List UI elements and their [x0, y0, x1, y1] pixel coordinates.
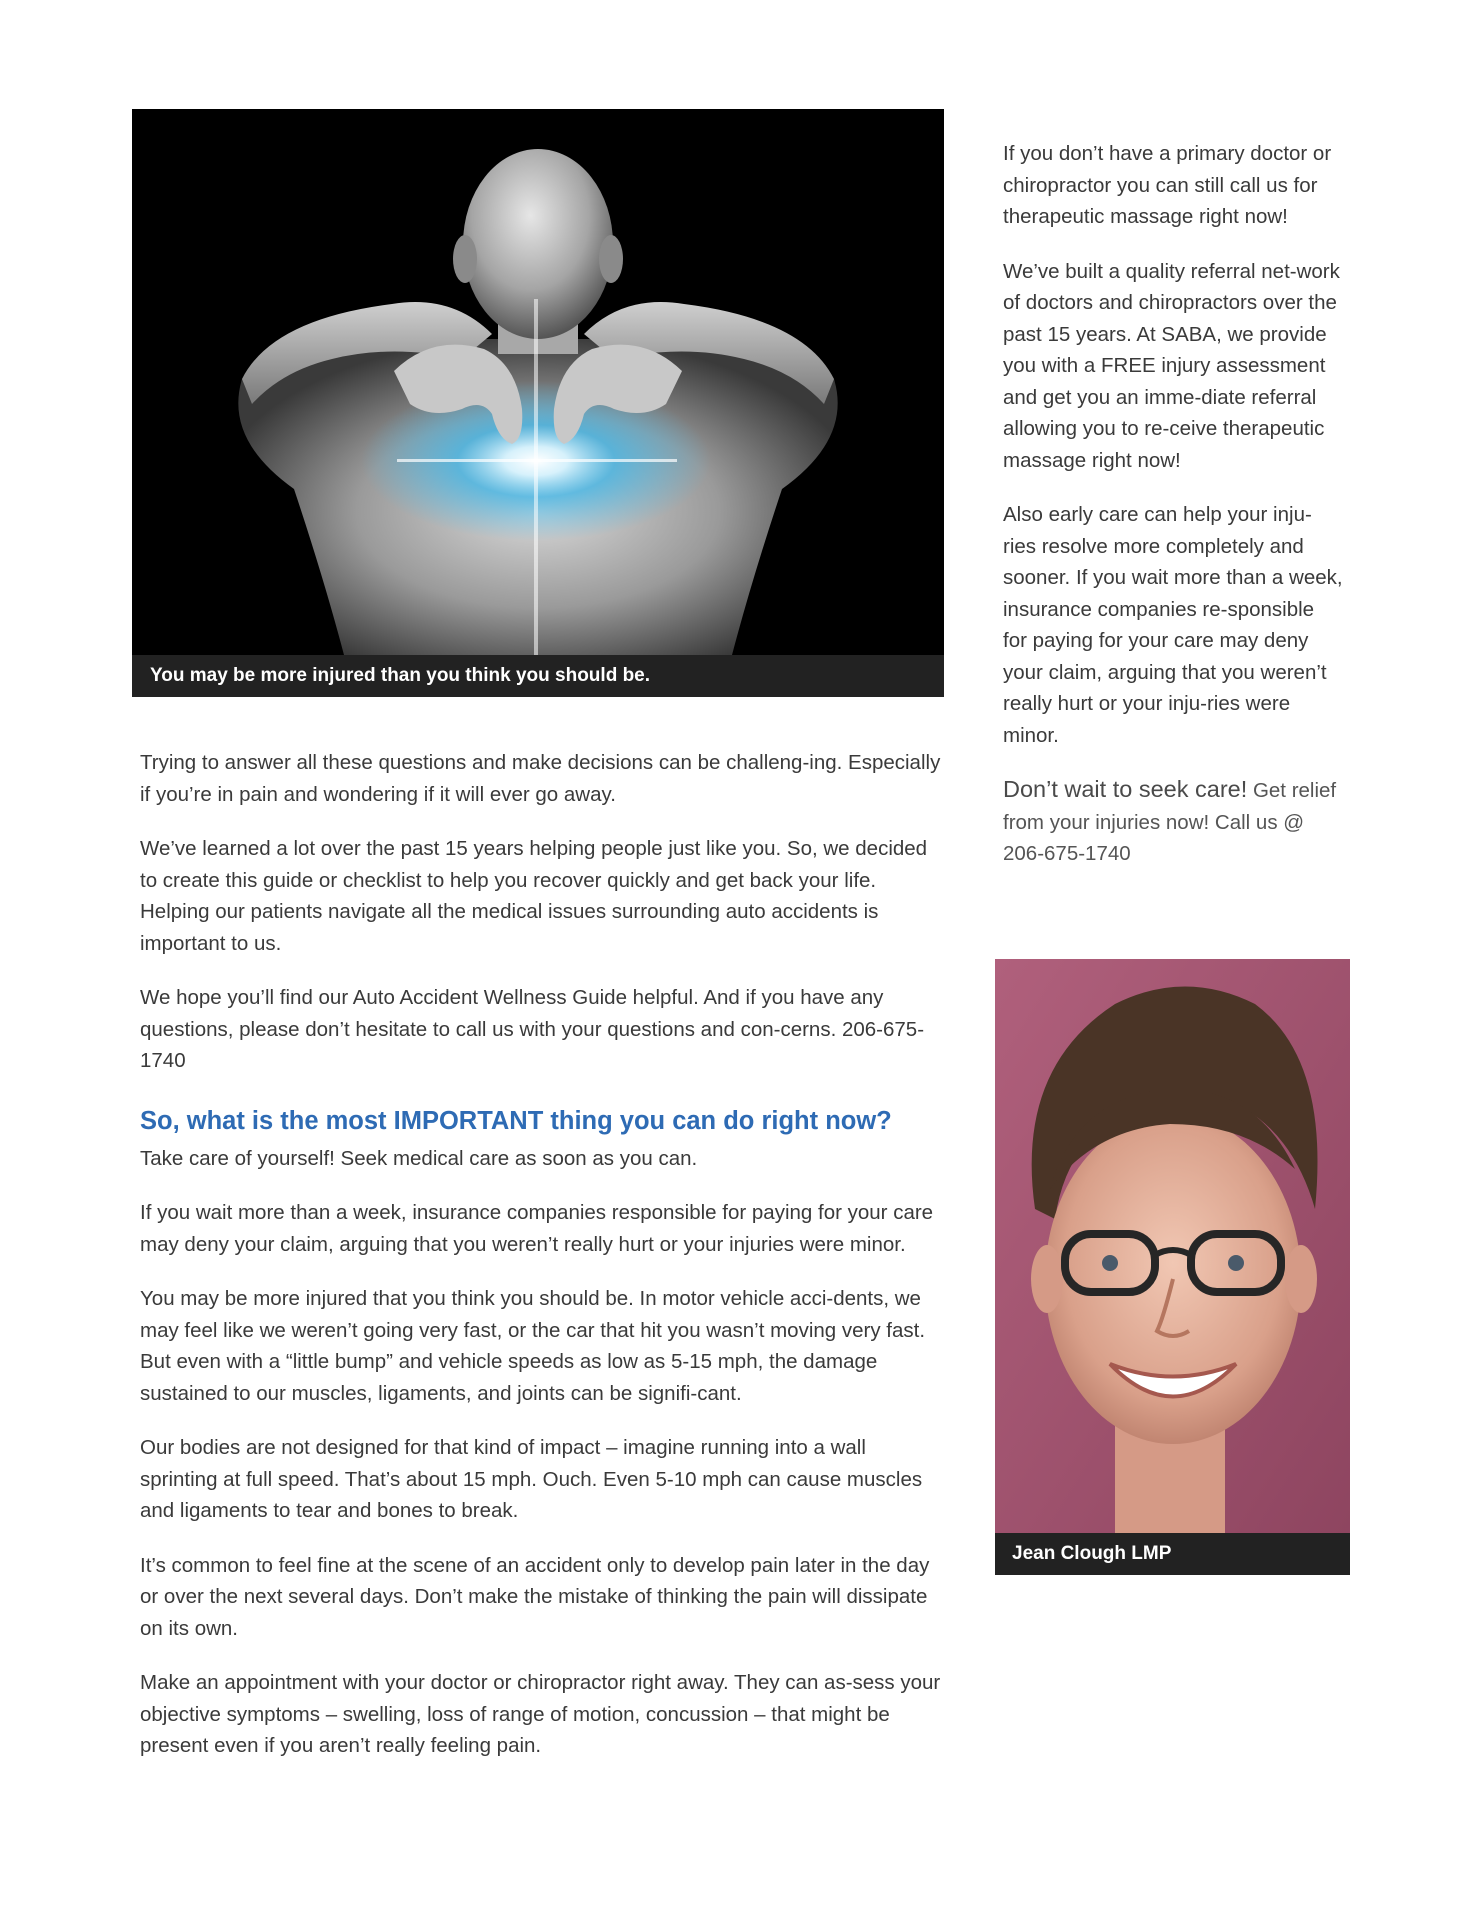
sidebar-text [1003, 138, 1343, 751]
hero-figure [132, 109, 944, 697]
section-paragraph: Make an appointment with your doctor or chiropractor right away. They can as-sess your objective symptoms – swelling, loss of range of motion, concussion – that might be present even if you aren’t really feeling pain. [140, 1671, 941, 1757]
sidebar-paragraph: We’ve built a quality referral net-work of doctors and chiropractors over the past 15 years. At SABA, we provide you with a FREE injury assessment and get you an imme-diate referral allowing you to re-ceive therapeutic massage right now! [1003, 259, 1340, 472]
cta-rest: Get relief from your injuries now! Call us @ 206-675-1740 [1003, 779, 1337, 865]
intro-text [132, 747, 944, 1077]
hero-caption: You may be more injured than you think you should be. [132, 655, 944, 697]
section-paragraph: Take care of yourself! Seek medical care as soon as you can. [140, 1146, 698, 1170]
call-to-action [1003, 774, 1343, 870]
intro-paragraph: We hope you’ll find our Auto Accident Wellness Guide helpful. And if you have any questions, please don’t hesitate to call us with your questions and con-cerns. 206-675-1740 [140, 986, 925, 1072]
sidebar-paragraph: If you don’t have a primary doctor or chiropractor you can still call us for therapeutic massage right now! [1003, 142, 1332, 228]
man-holding-neck-pain-photo [132, 109, 944, 655]
intro-paragraph: We’ve learned a lot over the past 15 years helping people just like you. So, we decided to create this guide or checklist to help you recover quickly and get back your life. Helping our patients navigate all the medical issues surrounding auto accidents is important to us. [140, 837, 928, 955]
section-heading: So, what is the most IMPORTANT thing you can do right now? [140, 1106, 892, 1135]
sidebar-column [1003, 138, 1343, 870]
portrait-figure [995, 959, 1350, 1575]
intro-paragraph: Trying to answer all these questions and make decisions can be challeng-ing. Especially if you’re in pain and wondering if it will ever go away. [140, 751, 941, 806]
section-paragraph: It’s common to feel fine at the scene of an accident only to develop pain later in the day or over the next several days. Don’t make the mistake of thinking the pain will dissipate on its own. [140, 1553, 930, 1640]
section-text [132, 1143, 944, 1762]
portrait-caption: Jean Clough LMP [995, 1533, 1350, 1575]
sidebar-paragraph: Also early care can help your inju-ries resolve more completely and sooner. If you wait more than a week, insurance companies re-sponsible for paying for your care may deny your claim, arguing that you weren’t really hurt or your inju-ries were minor. [1003, 503, 1343, 747]
section-paragraph: You may be more injured that you think you should be. In motor vehicle acci-dents, we may feel like we weren’t going very fast, or the car that hit you wasn’t moving very fast. But even with a “little bump” and vehicle speeds as low as 5-15 mph, the damage sustained to our muscles, ligaments, and joints can be signifi-cant. [140, 1287, 926, 1405]
main-column [132, 109, 944, 1785]
cta-lead: Don’t wait to seek care! [1003, 776, 1248, 802]
section-paragraph: If you wait more than a week, insurance companies responsible for paying for your care may deny your claim, arguing that you weren’t really hurt or your injuries were minor. [140, 1201, 934, 1256]
woman-smiling-glasses-portrait [995, 959, 1350, 1533]
section-paragraph: Our bodies are not designed for that kind of impact – imagine running into a wall sprinting at full speed. That’s about 15 mph. Ouch. Even 5-10 mph can cause muscles and ligaments to tear and bones to break. [140, 1436, 923, 1522]
